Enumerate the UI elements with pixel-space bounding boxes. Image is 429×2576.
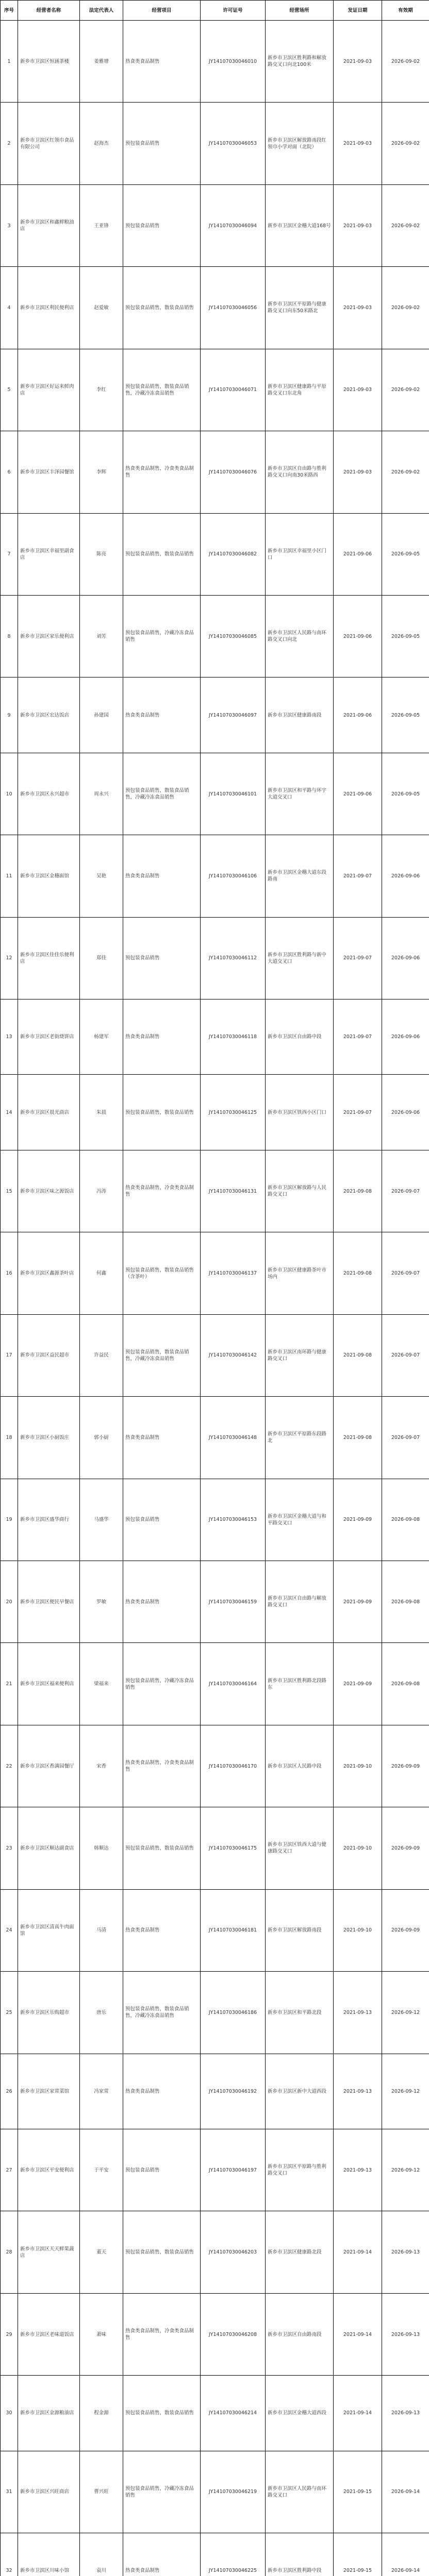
cell-expiry-date: 2026-09-02 [382, 21, 429, 103]
cell-business-scope: 预包装食品销售，冷藏冷冻食品销售 [123, 1643, 201, 1725]
header-business-scope: 经营项目 [123, 1, 201, 21]
table-header-row [1, 1, 429, 21]
table-row [1, 1725, 429, 1807]
cell-index: 13 [1, 999, 18, 1075]
cell-expiry-date: 2026-09-05 [382, 753, 429, 835]
cell-legal-representative: 周永兴 [80, 753, 123, 835]
cell-license-number: JY14107030046082 [201, 513, 266, 595]
cell-business-scope: 热食类食品制售 [123, 21, 201, 103]
cell-business-address: 新乡市卫滨区平原路与健康路交叉口向东50米路北 [266, 267, 334, 349]
cell-issue-date: 2021-09-10 [334, 1725, 382, 1807]
cell-business-scope: 预包装食品销售，散装食品销售，冷藏冷冻食品销售 [123, 753, 201, 835]
cell-business-scope: 预包装食品销售，散装食品销售，冷藏冷冻食品销售 [123, 1972, 201, 2054]
cell-index: 30 [1, 2376, 18, 2451]
cell-issue-date: 2021-09-09 [334, 1561, 382, 1643]
header-business-address: 经营场所 [266, 1, 334, 21]
header-license-number: 许可证号 [201, 1, 266, 21]
cell-index: 28 [1, 2211, 18, 2293]
cell-expiry-date: 2026-09-02 [382, 349, 429, 431]
cell-business-address: 新乡市卫滨区金穗大道与和平路交叉口 [266, 1479, 334, 1561]
cell-index: 24 [1, 1889, 18, 1971]
cell-business-scope: 预包装食品销售，散装食品销售 [123, 2376, 201, 2451]
cell-operator-name: 新乡市卫滨区宏达饭店 [18, 677, 80, 753]
cell-operator-name: 新乡市卫滨区老味道饭店 [18, 2293, 80, 2375]
cell-issue-date: 2021-09-13 [334, 2054, 382, 2129]
cell-expiry-date: 2026-09-07 [382, 1232, 429, 1314]
cell-license-number: JY14107030046112 [201, 917, 266, 999]
header-issue-date: 发证日期 [334, 1, 382, 21]
cell-issue-date: 2021-09-06 [334, 677, 382, 753]
cell-issue-date: 2021-09-07 [334, 999, 382, 1075]
cell-license-number: JY14107030046101 [201, 753, 266, 835]
table-row [1, 917, 429, 999]
cell-operator-name: 新乡市卫滨区味之源饭店 [18, 1150, 80, 1232]
cell-business-scope: 热食类食品制售 [123, 999, 201, 1075]
cell-operator-name: 新乡市卫滨区平安便利店 [18, 2129, 80, 2211]
table-row [1, 1972, 429, 2054]
table-row [1, 1150, 429, 1232]
cell-operator-name: 新乡市卫滨区家乐便利店 [18, 595, 80, 677]
cell-expiry-date: 2026-09-09 [382, 1889, 429, 1971]
cell-license-number: JY14107030046056 [201, 267, 266, 349]
cell-index: 18 [1, 1397, 18, 1479]
cell-issue-date: 2021-09-14 [334, 2376, 382, 2451]
cell-operator-name: 新乡市卫滨区佳佳乐便利店 [18, 917, 80, 999]
cell-legal-representative: 赵爱敏 [80, 267, 123, 349]
cell-business-scope: 预包装食品销售，冷藏冷冻食品销售 [123, 595, 201, 677]
cell-expiry-date: 2026-09-05 [382, 513, 429, 595]
table-row [1, 753, 429, 835]
cell-business-address: 新乡市卫滨区胜利路和解放路交叉口向北100米 [266, 21, 334, 103]
cell-business-scope: 热食类食品制售 [123, 835, 201, 917]
cell-operator-name: 新乡市卫滨区金穗面馆 [18, 835, 80, 917]
cell-index: 8 [1, 595, 18, 677]
cell-expiry-date: 2026-09-13 [382, 2376, 429, 2451]
cell-legal-representative: 梁福来 [80, 1643, 123, 1725]
cell-issue-date: 2021-09-14 [334, 2211, 382, 2293]
table-row [1, 1807, 429, 1889]
cell-operator-name: 新乡市卫滨区和鑫鲜粮油店 [18, 184, 80, 266]
table-row [1, 2376, 429, 2451]
table-row [1, 184, 429, 266]
cell-business-scope: 预包装食品销售，散装食品销售，冷藏冷冻食品销售 [123, 1314, 201, 1396]
table-row [1, 999, 429, 1075]
cell-business-address: 新乡市卫滨区平原路与胜利路交叉口 [266, 2129, 334, 2211]
cell-business-address: 新乡市卫滨区胜利路与新中大道交叉口 [266, 917, 334, 999]
cell-legal-representative: 李辉 [80, 431, 123, 513]
cell-expiry-date: 2026-09-07 [382, 1397, 429, 1479]
table-row [1, 513, 429, 595]
cell-expiry-date: 2026-09-08 [382, 1561, 429, 1643]
cell-legal-representative: 孙建国 [80, 677, 123, 753]
cell-index: 29 [1, 2293, 18, 2375]
cell-legal-representative: 吴艳 [80, 835, 123, 917]
cell-license-number: JY14107030046181 [201, 1889, 266, 1971]
cell-legal-representative: 姜雅增 [80, 21, 123, 103]
cell-issue-date: 2021-09-07 [334, 917, 382, 999]
table-row [1, 1889, 429, 1971]
cell-license-number: JY14107030046076 [201, 431, 266, 513]
cell-license-number: JY14107030046125 [201, 1075, 266, 1150]
cell-license-number: JY14107030046097 [201, 677, 266, 753]
cell-business-address: 新乡市卫滨区胜利路北段路东 [266, 1643, 334, 1725]
cell-expiry-date: 2026-09-13 [382, 2211, 429, 2293]
cell-business-address: 新乡市卫滨区健康路北段 [266, 2211, 334, 2293]
cell-business-scope: 热食类食品制售 [123, 1397, 201, 1479]
cell-index: 7 [1, 513, 18, 595]
cell-license-number: JY14107030046164 [201, 1643, 266, 1725]
cell-issue-date: 2021-09-10 [334, 1889, 382, 1971]
cell-business-address: 新乡市卫滨区胜利路中段 [266, 2533, 334, 2576]
cell-issue-date: 2021-09-09 [334, 1643, 382, 1725]
cell-issue-date: 2021-09-14 [334, 2293, 382, 2375]
cell-license-number: JY14107030046214 [201, 2376, 266, 2451]
table-row [1, 1397, 429, 1479]
cell-operator-name: 新乡市卫滨区恒涵茶楼 [18, 21, 80, 103]
cell-legal-representative: 杨建军 [80, 999, 123, 1075]
cell-business-scope: 预包装食品销售，散装食品销售 [123, 1075, 201, 1150]
cell-license-number: JY14107030046170 [201, 1725, 266, 1807]
table-row [1, 1643, 429, 1725]
cell-issue-date: 2021-09-13 [334, 1972, 382, 2054]
cell-expiry-date: 2026-09-05 [382, 595, 429, 677]
cell-index: 16 [1, 1232, 18, 1314]
cell-business-address: 新乡市卫滨区人民路与南环路交叉口 [266, 2451, 334, 2533]
cell-issue-date: 2021-09-03 [334, 21, 382, 103]
cell-expiry-date: 2026-09-02 [382, 103, 429, 184]
cell-index: 22 [1, 1725, 18, 1807]
cell-license-number: JY14107030046148 [201, 1397, 266, 1479]
cell-legal-representative: 郭小厨 [80, 1397, 123, 1479]
table-row [1, 835, 429, 917]
table-row [1, 1314, 429, 1396]
cell-legal-representative: 罗敏 [80, 1561, 123, 1643]
cell-legal-representative: 于平安 [80, 2129, 123, 2211]
cell-index: 23 [1, 1807, 18, 1889]
cell-expiry-date: 2026-09-02 [382, 184, 429, 266]
cell-legal-representative: 朱晨 [80, 1075, 123, 1150]
cell-legal-representative: 陈亮 [80, 513, 123, 595]
cell-business-scope: 热食类食品制售 [123, 1561, 201, 1643]
cell-license-number: JY14107030046053 [201, 103, 266, 184]
cell-legal-representative: 萧味 [80, 2293, 123, 2375]
cell-business-address: 新乡市卫滨区健康路茶叶市场内 [266, 1232, 334, 1314]
cell-legal-representative: 袁川 [80, 2533, 123, 2576]
cell-legal-representative: 刘芳 [80, 595, 123, 677]
cell-business-address: 新乡市卫滨区健康路南段 [266, 677, 334, 753]
cell-legal-representative: 赵海杰 [80, 103, 123, 184]
cell-operator-name: 新乡市卫滨区福来便利店 [18, 1643, 80, 1725]
cell-index: 14 [1, 1075, 18, 1150]
cell-business-address: 新乡市卫滨区解放路南段红领巾小学对面（北院） [266, 103, 334, 184]
cell-license-number: JY14107030046186 [201, 1972, 266, 2054]
cell-operator-name: 新乡市卫滨区好运来鲜肉店 [18, 349, 80, 431]
table-row [1, 267, 429, 349]
cell-license-number: JY14107030046153 [201, 1479, 266, 1561]
cell-business-address: 新乡市卫滨区南环路与健康路交叉口 [266, 1314, 334, 1396]
cell-business-scope: 预包装食品销售，散装食品销售 [123, 1807, 201, 1889]
cell-business-scope: 预包装食品销售，冷藏冷冻食品销售 [123, 2451, 201, 2533]
cell-license-number: JY14107030046175 [201, 1807, 266, 1889]
cell-legal-representative: 马盛华 [80, 1479, 123, 1561]
cell-business-address: 新乡市卫滨区金穗大道东段路南 [266, 835, 334, 917]
cell-license-number: JY14107030046219 [201, 2451, 266, 2533]
header-legal-representative: 法定代表人 [80, 1, 123, 21]
table-row [1, 21, 429, 103]
cell-business-scope: 热食类食品制售 [123, 2533, 201, 2576]
cell-business-address: 新乡市卫滨区平原路东段路北 [266, 1397, 334, 1479]
cell-expiry-date: 2026-09-12 [382, 1972, 429, 2054]
cell-expiry-date: 2026-09-06 [382, 835, 429, 917]
cell-expiry-date: 2026-09-12 [382, 2054, 429, 2129]
cell-index: 17 [1, 1314, 18, 1396]
cell-license-number: JY14107030046203 [201, 2211, 266, 2293]
cell-business-scope: 预包装食品销售 [123, 103, 201, 184]
cell-business-scope: 预包装食品销售，散装食品销售，冷藏冷冻食品销售 [123, 349, 201, 431]
table-body [1, 21, 429, 2576]
cell-business-scope: 热食类食品制售，冷食类食品制售 [123, 1150, 201, 1232]
table-row [1, 2451, 429, 2533]
cell-operator-name: 新乡市卫滨区老街烧饼店 [18, 999, 80, 1075]
cell-index: 27 [1, 2129, 18, 2211]
cell-expiry-date: 2026-09-14 [382, 2533, 429, 2576]
cell-operator-name: 新乡市卫滨区小厨饭庄 [18, 1397, 80, 1479]
cell-issue-date: 2021-09-03 [334, 103, 382, 184]
cell-index: 19 [1, 1479, 18, 1561]
table-row [1, 2211, 429, 2293]
cell-business-scope: 预包装食品销售，散装食品销售 [123, 267, 201, 349]
cell-expiry-date: 2026-09-07 [382, 1314, 429, 1396]
cell-expiry-date: 2026-09-08 [382, 1643, 429, 1725]
cell-expiry-date: 2026-09-06 [382, 917, 429, 999]
cell-index: 2 [1, 103, 18, 184]
cell-operator-name: 新乡市卫滨区红领巾食品有限公司 [18, 103, 80, 184]
cell-operator-name: 新乡市卫滨区香满园餐厅 [18, 1725, 80, 1807]
cell-index: 26 [1, 2054, 18, 2129]
table-row [1, 1479, 429, 1561]
table-row [1, 103, 429, 184]
cell-legal-representative: 王亚锋 [80, 184, 123, 266]
cell-business-address: 新乡市卫滨区自由路中段 [266, 999, 334, 1075]
cell-business-scope: 预包装食品销售 [123, 184, 201, 266]
cell-issue-date: 2021-09-03 [334, 431, 382, 513]
cell-index: 11 [1, 835, 18, 917]
table-row [1, 1561, 429, 1643]
cell-business-scope: 热食类食品制售，冷食类食品制售 [123, 1725, 201, 1807]
cell-index: 31 [1, 2451, 18, 2533]
cell-expiry-date: 2026-09-14 [382, 2451, 429, 2533]
cell-license-number: JY14107030046131 [201, 1150, 266, 1232]
cell-issue-date: 2021-09-06 [334, 595, 382, 677]
table-row [1, 349, 429, 431]
cell-expiry-date: 2026-09-05 [382, 677, 429, 753]
cell-business-address: 新乡市卫滨区幸福里小区门口 [266, 513, 334, 595]
table-row [1, 1075, 429, 1150]
table-row [1, 595, 429, 677]
cell-business-scope: 预包装食品销售 [123, 2129, 201, 2211]
cell-expiry-date: 2026-09-09 [382, 1807, 429, 1889]
cell-index: 15 [1, 1150, 18, 1232]
cell-operator-name: 新乡市卫滨区盛华商行 [18, 1479, 80, 1561]
cell-business-scope: 预包装食品销售 [123, 1479, 201, 1561]
cell-expiry-date: 2026-09-06 [382, 1075, 429, 1150]
cell-business-scope: 热食类食品制售 [123, 677, 201, 753]
cell-business-address: 新乡市卫滨区金穗大道西段 [266, 2376, 334, 2451]
cell-index: 3 [1, 184, 18, 266]
cell-business-scope: 预包装食品销售，散装食品销售（含茶叶） [123, 1232, 201, 1314]
cell-license-number: JY14107030046208 [201, 2293, 266, 2375]
table-row [1, 2293, 429, 2375]
cell-legal-representative: 李红 [80, 349, 123, 431]
cell-business-address: 新乡市卫滨区铁西小区门口 [266, 1075, 334, 1150]
cell-business-address: 新乡市卫滨区健康路与平原路交叉口东北角 [266, 349, 334, 431]
cell-license-number: JY14107030046071 [201, 349, 266, 431]
cell-business-scope: 热食类食品制售，冷食类食品制售 [123, 431, 201, 513]
cell-expiry-date: 2026-09-02 [382, 267, 429, 349]
cell-legal-representative: 冯家常 [80, 2054, 123, 2129]
cell-issue-date: 2021-09-08 [334, 1232, 382, 1314]
cell-license-number: JY14107030046225 [201, 2533, 266, 2576]
table-row [1, 431, 429, 513]
cell-operator-name: 新乡市卫滨区清真牛肉面馆 [18, 1889, 80, 1971]
cell-business-address: 新乡市卫滨区铁西大道与健康路交叉口 [266, 1807, 334, 1889]
cell-index: 20 [1, 1561, 18, 1643]
cell-business-address: 新乡市卫滨区自由路南段 [266, 2293, 334, 2375]
cell-issue-date: 2021-09-07 [334, 835, 382, 917]
cell-license-number: JY14107030046142 [201, 1314, 266, 1396]
cell-legal-representative: 何鑫 [80, 1232, 123, 1314]
cell-business-address: 新乡市卫滨区人民路中段 [266, 1725, 334, 1807]
cell-index: 32 [1, 2533, 18, 2576]
cell-operator-name: 新乡市卫滨区晨光商店 [18, 1075, 80, 1150]
cell-issue-date: 2021-09-06 [334, 513, 382, 595]
cell-operator-name: 新乡市卫滨区幸福里副食店 [18, 513, 80, 595]
cell-business-scope: 热食类食品制售 [123, 2054, 201, 2129]
cell-index: 1 [1, 21, 18, 103]
cell-license-number: JY14107030046118 [201, 999, 266, 1075]
cell-expiry-date: 2026-09-09 [382, 1725, 429, 1807]
cell-issue-date: 2021-09-07 [334, 1075, 382, 1150]
cell-legal-representative: 马清 [80, 1889, 123, 1971]
cell-issue-date: 2021-09-03 [334, 349, 382, 431]
cell-operator-name: 新乡市卫滨区鑫源茶叶店 [18, 1232, 80, 1314]
cell-license-number: JY14107030046106 [201, 835, 266, 917]
cell-business-address: 新乡市卫滨区自由路与胜利路交叉口向南30米路西 [266, 431, 334, 513]
cell-business-address: 新乡市卫滨区金穗大道168号 [266, 184, 334, 266]
cell-legal-representative: 曹兴旺 [80, 2451, 123, 2533]
cell-index: 5 [1, 349, 18, 431]
cell-business-scope: 预包装食品销售，散装食品销售 [123, 513, 201, 595]
cell-operator-name: 新乡市卫滨区丰泽园餐馆 [18, 431, 80, 513]
cell-legal-representative: 宋香 [80, 1725, 123, 1807]
cell-expiry-date: 2026-09-08 [382, 1479, 429, 1561]
cell-issue-date: 2021-09-15 [334, 2533, 382, 2576]
cell-operator-name: 新乡市卫滨区永兴超市 [18, 753, 80, 835]
cell-legal-representative: 郑佳 [80, 917, 123, 999]
cell-operator-name: 新乡市卫滨区便民早餐店 [18, 1561, 80, 1643]
cell-index: 4 [1, 267, 18, 349]
cell-operator-name: 新乡市卫滨区兴旺商店 [18, 2451, 80, 2533]
cell-issue-date: 2021-09-13 [334, 2129, 382, 2211]
cell-license-number: JY14107030046197 [201, 2129, 266, 2211]
cell-operator-name: 新乡市卫滨区天天鲜果蔬店 [18, 2211, 80, 2293]
table-row [1, 2054, 429, 2129]
cell-license-number: JY14107030046192 [201, 2054, 266, 2129]
cell-license-number: JY14107030046085 [201, 595, 266, 677]
cell-operator-name: 新乡市卫滨区金源粮油店 [18, 2376, 80, 2451]
cell-operator-name: 新乡市卫滨区利民便利店 [18, 267, 80, 349]
cell-issue-date: 2021-09-08 [334, 1314, 382, 1396]
cell-legal-representative: 许益民 [80, 1314, 123, 1396]
cell-expiry-date: 2026-09-06 [382, 999, 429, 1075]
cell-legal-representative: 唐乐 [80, 1972, 123, 2054]
cell-operator-name: 新乡市卫滨区川味小馆 [18, 2533, 80, 2576]
cell-legal-representative: 冯涛 [80, 1150, 123, 1232]
cell-index: 9 [1, 677, 18, 753]
cell-license-number: JY14107030046094 [201, 184, 266, 266]
cell-business-address: 新乡市卫滨区解放路南段 [266, 1889, 334, 1971]
cell-license-number: JY14107030046010 [201, 21, 266, 103]
header-expiry-date: 有效期 [382, 1, 429, 21]
cell-expiry-date: 2026-09-12 [382, 2129, 429, 2211]
cell-issue-date: 2021-09-03 [334, 267, 382, 349]
cell-legal-representative: 董天 [80, 2211, 123, 2293]
cell-issue-date: 2021-09-08 [334, 1150, 382, 1232]
cell-license-number: JY14107030046159 [201, 1561, 266, 1643]
cell-issue-date: 2021-09-09 [334, 1479, 382, 1561]
cell-business-scope: 热食类食品制售，冷食类食品制售 [123, 2293, 201, 2375]
cell-expiry-date: 2026-09-13 [382, 2293, 429, 2375]
cell-business-address: 新乡市卫滨区和平路北段 [266, 1972, 334, 2054]
cell-business-scope: 预包装食品销售，散装食品销售 [123, 2211, 201, 2293]
cell-index: 6 [1, 431, 18, 513]
cell-business-address: 新乡市卫滨区和平路与环宇大道交叉口 [266, 753, 334, 835]
cell-legal-representative: 程金源 [80, 2376, 123, 2451]
cell-expiry-date: 2026-09-02 [382, 431, 429, 513]
cell-license-number: JY14107030046137 [201, 1232, 266, 1314]
table-row [1, 1232, 429, 1314]
cell-issue-date: 2021-09-10 [334, 1807, 382, 1889]
cell-index: 12 [1, 917, 18, 999]
table-row [1, 2533, 429, 2576]
cell-business-address: 新乡市卫滨区自由路与解放路交叉口 [266, 1561, 334, 1643]
cell-index: 10 [1, 753, 18, 835]
cell-business-address: 新乡市卫滨区新中大道西段 [266, 2054, 334, 2129]
cell-business-address: 新乡市卫滨区人民路与南环路交叉口向北 [266, 595, 334, 677]
cell-issue-date: 2021-09-03 [334, 184, 382, 266]
cell-legal-representative: 韩顺达 [80, 1807, 123, 1889]
table-row [1, 677, 429, 753]
cell-index: 21 [1, 1643, 18, 1725]
header-operator-name: 经营者名称 [18, 1, 80, 21]
cell-expiry-date: 2026-09-07 [382, 1150, 429, 1232]
cell-issue-date: 2021-09-15 [334, 2451, 382, 2533]
cell-issue-date: 2021-09-08 [334, 1397, 382, 1479]
cell-operator-name: 新乡市卫滨区益民超市 [18, 1314, 80, 1396]
table-row [1, 2129, 429, 2211]
cell-business-scope: 热食类食品制售 [123, 1889, 201, 1971]
cell-operator-name: 新乡市卫滨区乐购超市 [18, 1972, 80, 2054]
cell-index: 25 [1, 1972, 18, 2054]
cell-business-scope: 预包装食品销售 [123, 917, 201, 999]
cell-business-address: 新乡市卫滨区解放路与人民路交叉口 [266, 1150, 334, 1232]
cell-operator-name: 新乡市卫滨区家常菜馆 [18, 2054, 80, 2129]
cell-issue-date: 2021-09-06 [334, 753, 382, 835]
header-index: 序号 [1, 1, 18, 21]
cell-operator-name: 新乡市卫滨区顺达副食店 [18, 1807, 80, 1889]
